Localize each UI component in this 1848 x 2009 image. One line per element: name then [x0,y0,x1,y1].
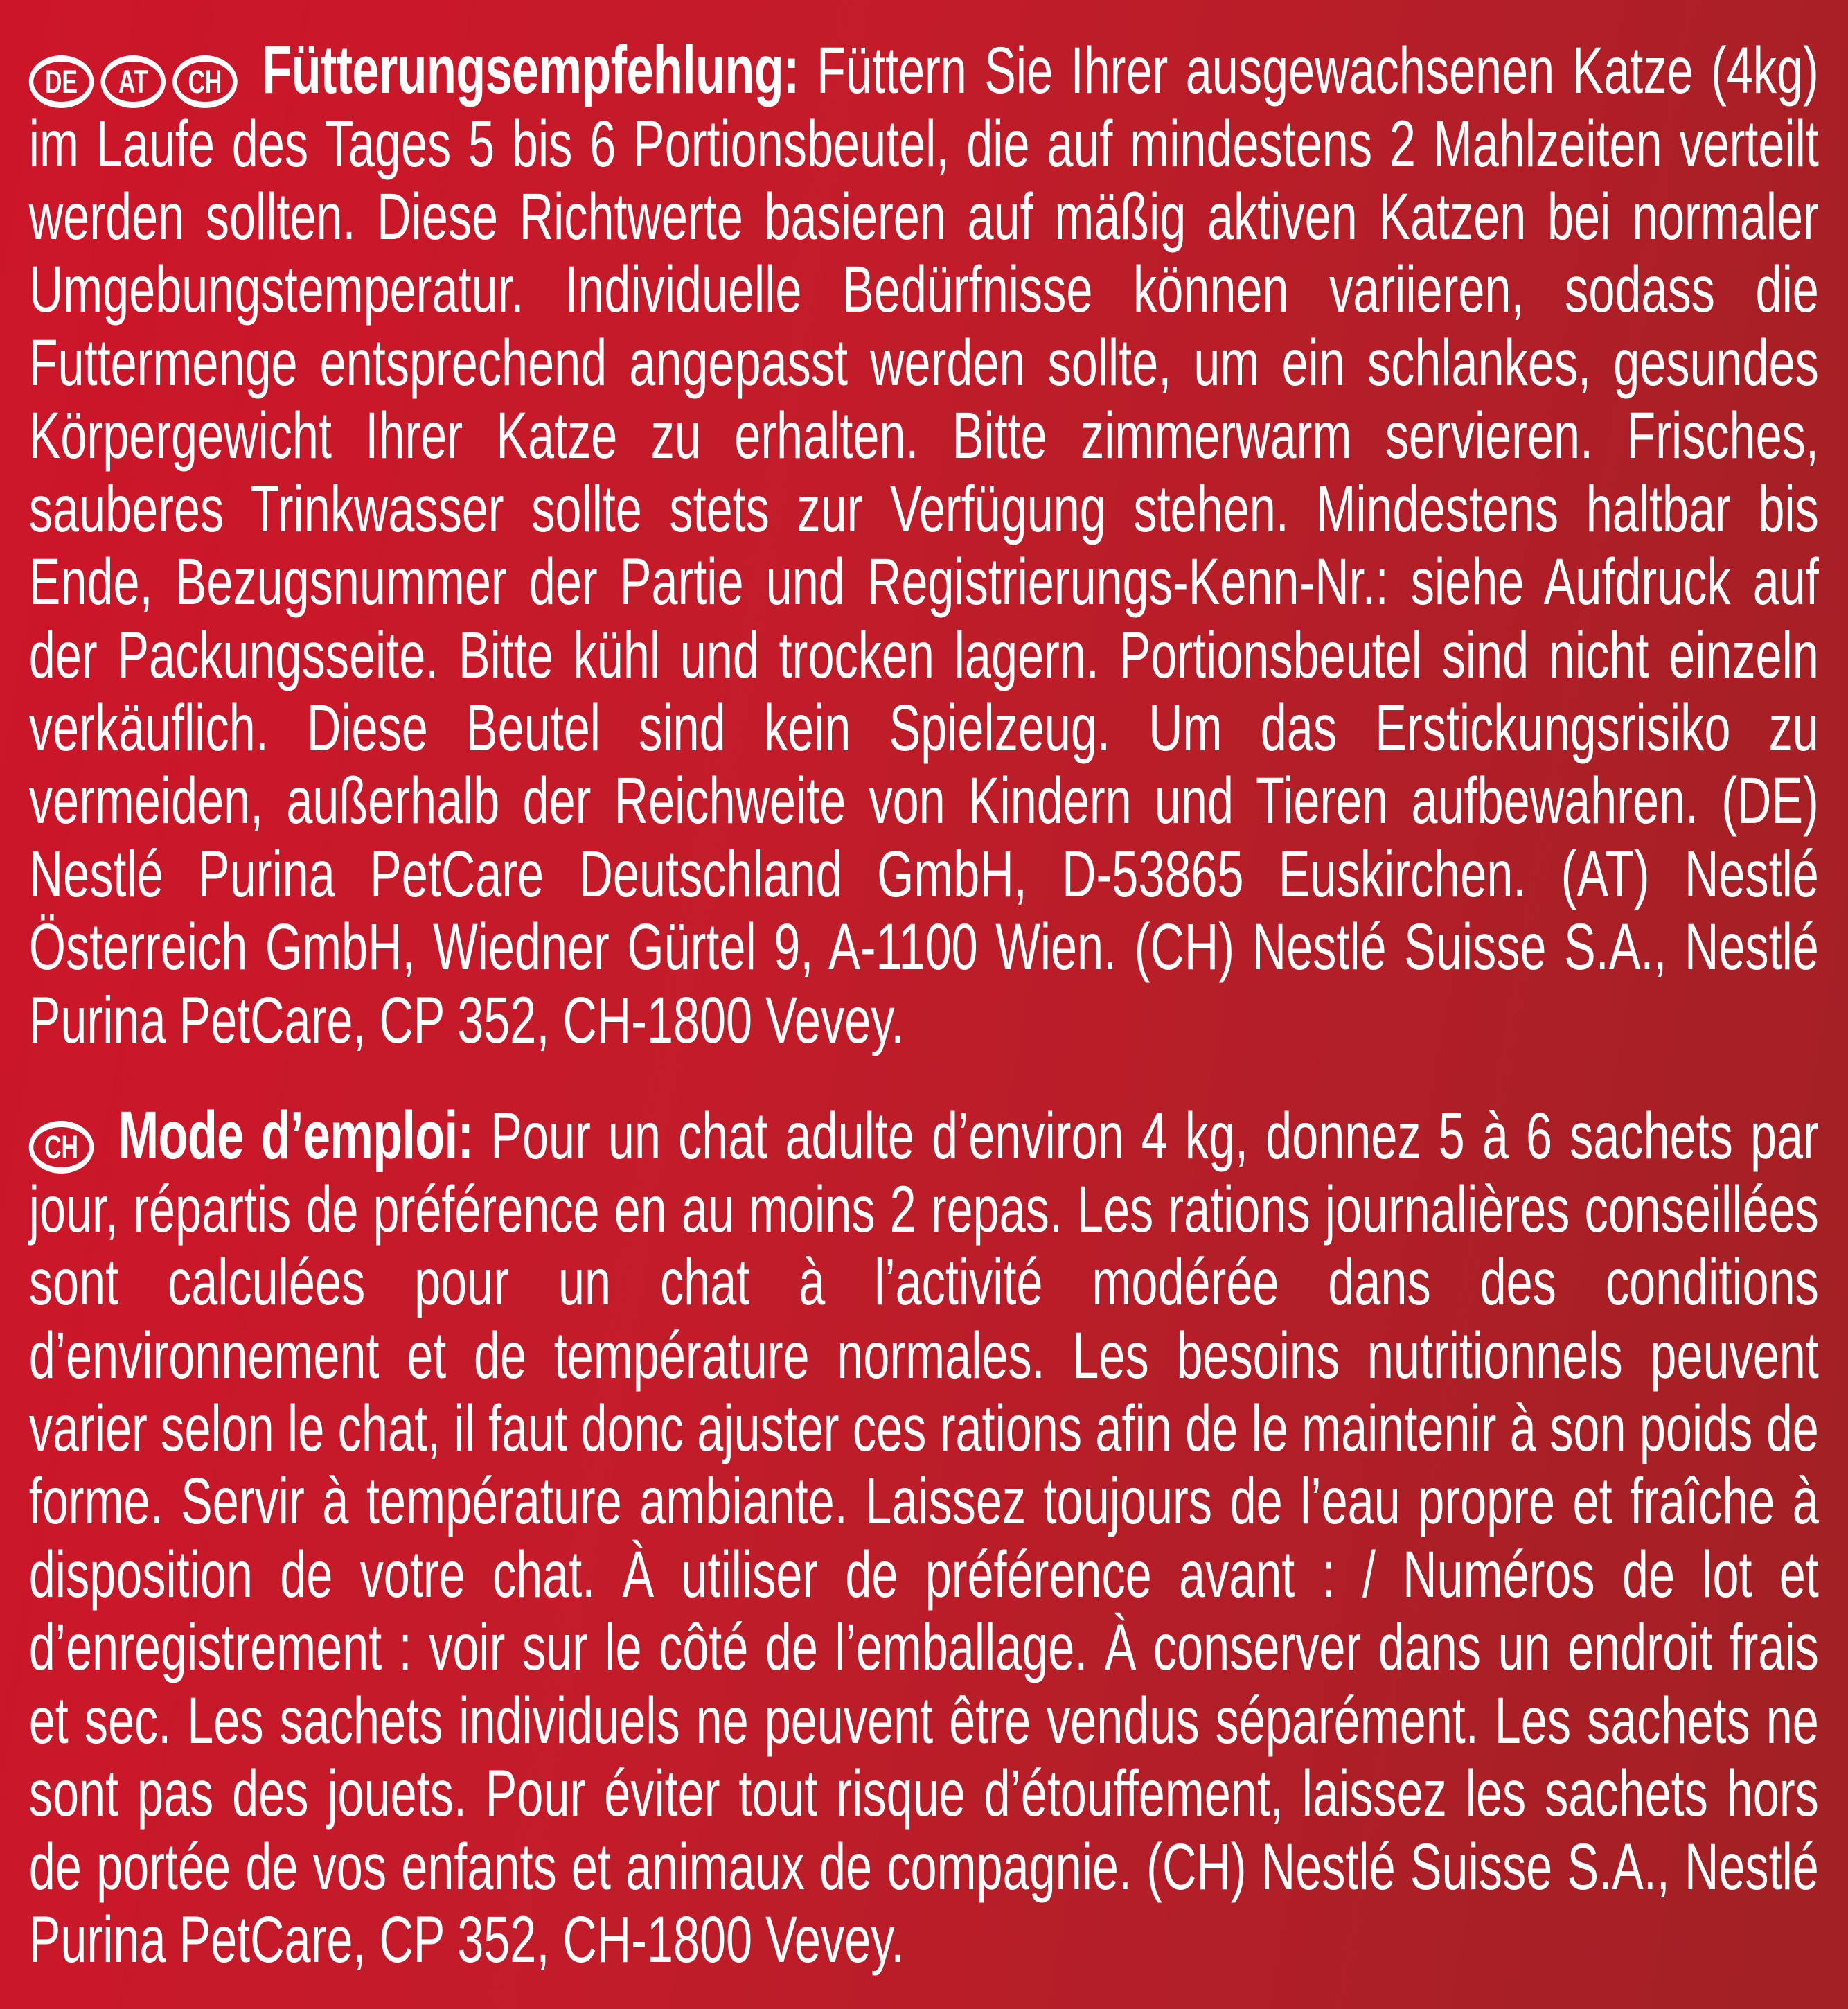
german-section-heading: Fütterungsempfehlung: [262,31,799,107]
country-badge-ch-label: CH [188,63,222,100]
french-section-heading: Mode d’emploi: [118,1097,474,1174]
country-badge-at-label: AT [118,63,148,100]
german-feeding-recommendation-paragraph [29,32,1819,1057]
country-badge-de-label: DE [45,63,78,100]
country-badge-de-icon [29,55,94,108]
country-badge-at-icon [100,55,166,108]
country-badge-ch-fr-icon [29,1121,94,1174]
country-badge-ch-fr-label: CH [44,1129,78,1166]
french-usage-instructions-paragraph [29,1097,1819,1976]
country-badge-ch-icon [172,55,238,108]
french-section-body: Pour un chat adulte d’environ 4 kg, donnez 5 à 6 sachets par jour, répartis de préférence en au moins 2 repas. Les rations journalières conseillées sont calculées pour un chat à l’activité modérée dans des conditions d’environnement et de température normales. Les besoins nutritionnels peuvent varier selon le chat, il faut donc ajuster ces rations afin de le maintenir à son poids de forme. Servir à température ambiante. Laissez toujours de l’eau propre et fraîche à disposition de votre chat. À utiliser de préférence avant : / Numéros de lot et d’enregistrement : voir sur le côté de l’emballage. À conserver dans un endroit frais et sec. Les sachets individuels ne peuvent être vendus séparément. Les sachets ne sont pas des jouets. Pour éviter tout risque d’étouffement, laissez les sachets hors de portée de vos enfants et animaux de compagnie. (CH) Nestlé Suisse S.A., Nestlé Purina PetCare, CP 352, CH-1800 Vevey. [28,1099,1819,1977]
german-section-body: Füttern Sie Ihrer ausgewachsenen Katze (4kg) im Laufe des Tages 5 bis 6 Portionsbeutel, die auf mindestens 2 Mahlzeiten verteilt werden sollten. Diese Richtwerte basieren auf mäßig aktiven Katzen bei normaler Umgebungstemperatur. Individuelle Bedürfnisse können variieren, sodass die Futtermenge entsprechend angepasst werden sollte, um ein schlankes, gesundes Körpergewicht Ihrer Katze zu erhalten. Bitte zimmerwarm servieren. Frisches, sauberes Trinkwasser sollte stets zur Verfügung stehen. Mindestens haltbar bis Ende, Bezugsnummer der Partie und Registrierungs-Kenn-Nr.: siehe Aufdruck auf der Packungsseite. Bitte kühl und trocken lagern. Portionsbeutel sind nicht einzeln verkäuflich. Diese Beutel sind kein Spielzeug. Um das Erstickungsrisiko zu vermeiden, außerhalb der Reichweite von Kindern und Tieren aufbewahren. (DE) Nestlé Purina PetCare Deutschland GmbH, D-53865 Euskirchen. (AT) Nestlé Österreich GmbH, Wiedner Gürtel 9, A-1100 Wien. (CH) Nestlé Suisse S.A., Nestlé Purina PetCare, CP 352, CH-1800 Vevey. [28,34,1819,1057]
